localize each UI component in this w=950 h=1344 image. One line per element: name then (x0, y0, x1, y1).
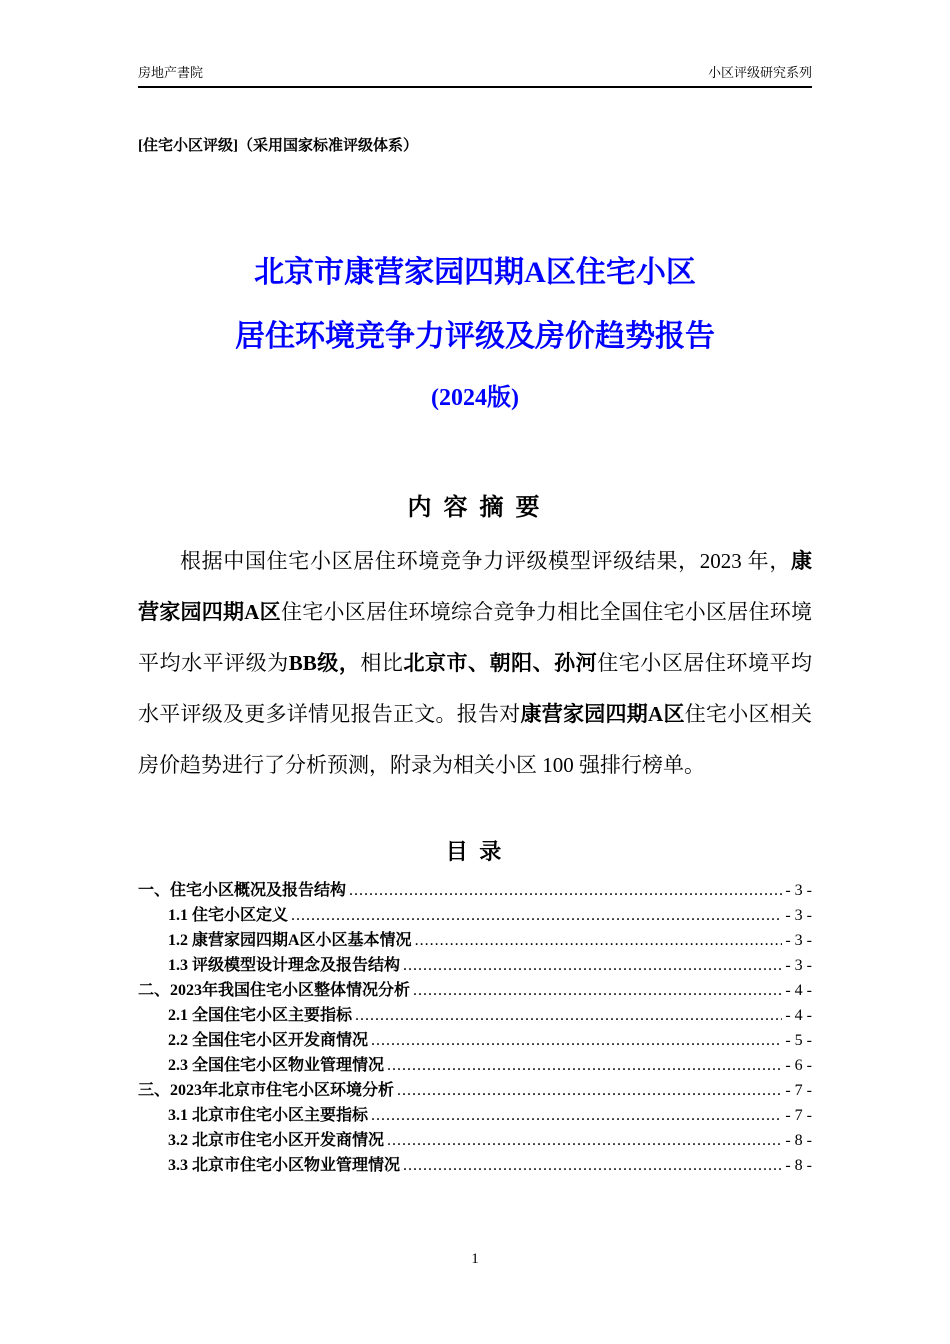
toc-entry[interactable] (138, 1078, 812, 1103)
toc-entry-label: 2.2 全国住宅小区开发商情况 (168, 1032, 369, 1049)
toc-entry-label: 1.3 评级模型设计理念及报告结构 (168, 957, 401, 974)
toc-dot-leader (403, 1153, 782, 1178)
abstract-emphasis-text: 北京市、朝阳、孙河 (403, 651, 598, 675)
toc-entry-page: - 7 - (785, 1082, 812, 1099)
toc-entry[interactable] (138, 1028, 812, 1053)
abstract-emphasis-text: 康营家园四期A区 (520, 702, 685, 726)
toc-entry[interactable] (138, 928, 812, 953)
toc-entry-label: 一、住宅小区概况及报告结构 (138, 882, 347, 899)
page-number: 1 (471, 1251, 479, 1267)
report-title-line1: 北京市康营家园四期A区住宅小区 (254, 256, 696, 289)
report-title-block (138, 241, 812, 427)
toc-dot-leader (387, 1128, 782, 1153)
toc-entry-label: 三、2023年北京市住宅小区环境分析 (138, 1082, 395, 1099)
abstract-emphasis-text: BB级， (288, 651, 361, 675)
toc-entry-label: 2.1 全国住宅小区主要指标 (168, 1007, 353, 1024)
page-header (138, 62, 812, 88)
toc-entry-page: - 5 - (785, 1032, 812, 1049)
toc-entry-page: - 3 - (785, 932, 812, 949)
toc-dot-leader (291, 903, 782, 928)
toc-dot-leader (413, 978, 782, 1003)
toc-entry-label: 3.3 北京市住宅小区物业管理情况 (168, 1157, 401, 1174)
header-series-left: 房地产書院 (138, 65, 204, 80)
toc-entry-label: 3.1 北京市住宅小区主要指标 (168, 1107, 369, 1124)
toc-entry[interactable] (138, 1153, 812, 1178)
toc-entry[interactable] (138, 978, 812, 1003)
report-title-line2: 居住环境竞争力评级及房价趋势报告 (235, 320, 715, 353)
abstract-text: 住宅小区相关房价趋势进行了分析预测，附录为相关小区 100 强排行榜单。 (138, 702, 812, 777)
toc-dot-leader (371, 1028, 782, 1053)
toc-entry-page: - 4 - (785, 982, 812, 999)
toc-entry-label: 1.2 康营家园四期A区小区基本情况 (168, 932, 412, 949)
table-of-contents (138, 878, 812, 1178)
toc-dot-leader (371, 1103, 782, 1128)
toc-entry-label: 2.3 全国住宅小区物业管理情况 (168, 1057, 385, 1074)
toc-entry[interactable] (138, 1103, 812, 1128)
abstract-text: 相比 (360, 651, 404, 675)
abstract-text: 住宅小区居住环境综合竞争力相比全国住宅小区居住环境平均水平评级为 (138, 600, 812, 675)
toc-entry-page: - 3 - (785, 907, 812, 924)
toc-dot-leader (415, 928, 783, 953)
toc-entry-label: 二、2023年我国住宅小区整体情况分析 (138, 982, 411, 999)
abstract-emphasis-text: 康营家园四期A区 (138, 549, 812, 624)
toc-entry-label: 1.1 住宅小区定义 (168, 907, 289, 924)
toc-entry[interactable] (138, 903, 812, 928)
toc-entry[interactable] (138, 953, 812, 978)
toc-heading: 目 录 (445, 839, 505, 864)
toc-entry[interactable] (138, 1128, 812, 1153)
toc-dot-leader (403, 953, 782, 978)
abstract-heading: 内 容 摘 要 (407, 495, 543, 521)
abstract-paragraph (138, 536, 812, 791)
toc-entry-page: - 8 - (785, 1132, 812, 1149)
toc-entry[interactable] (138, 878, 812, 903)
toc-entry-page: - 4 - (785, 1007, 812, 1024)
rating-system-note: [住宅小区评级]（采用国家标准评级体系） (138, 138, 418, 154)
toc-entry[interactable] (138, 1053, 812, 1078)
toc-entry-page: - 7 - (785, 1107, 812, 1124)
toc-entry-page: - 8 - (785, 1157, 812, 1174)
abstract-text: 根据中国住宅小区居住环境竞争力评级模型评级结果，2023 年， (180, 549, 791, 573)
toc-dot-leader (397, 1078, 782, 1103)
toc-entry-page: - 3 - (785, 957, 812, 974)
toc-dot-leader (355, 1003, 782, 1028)
toc-entry-label: 3.2 北京市住宅小区开发商情况 (168, 1132, 385, 1149)
toc-entry[interactable] (138, 1003, 812, 1028)
toc-entry-page: - 3 - (785, 882, 812, 899)
toc-dot-leader (349, 878, 782, 903)
abstract-text: 住宅小区居住环境平均水平评级及更多详情见报告正文。报告对 (138, 651, 813, 726)
report-edition: (2024版) (431, 385, 519, 411)
toc-entry-page: - 6 - (785, 1057, 812, 1074)
toc-dot-leader (387, 1053, 782, 1078)
header-series-right: 小区评级研究系列 (707, 65, 812, 80)
